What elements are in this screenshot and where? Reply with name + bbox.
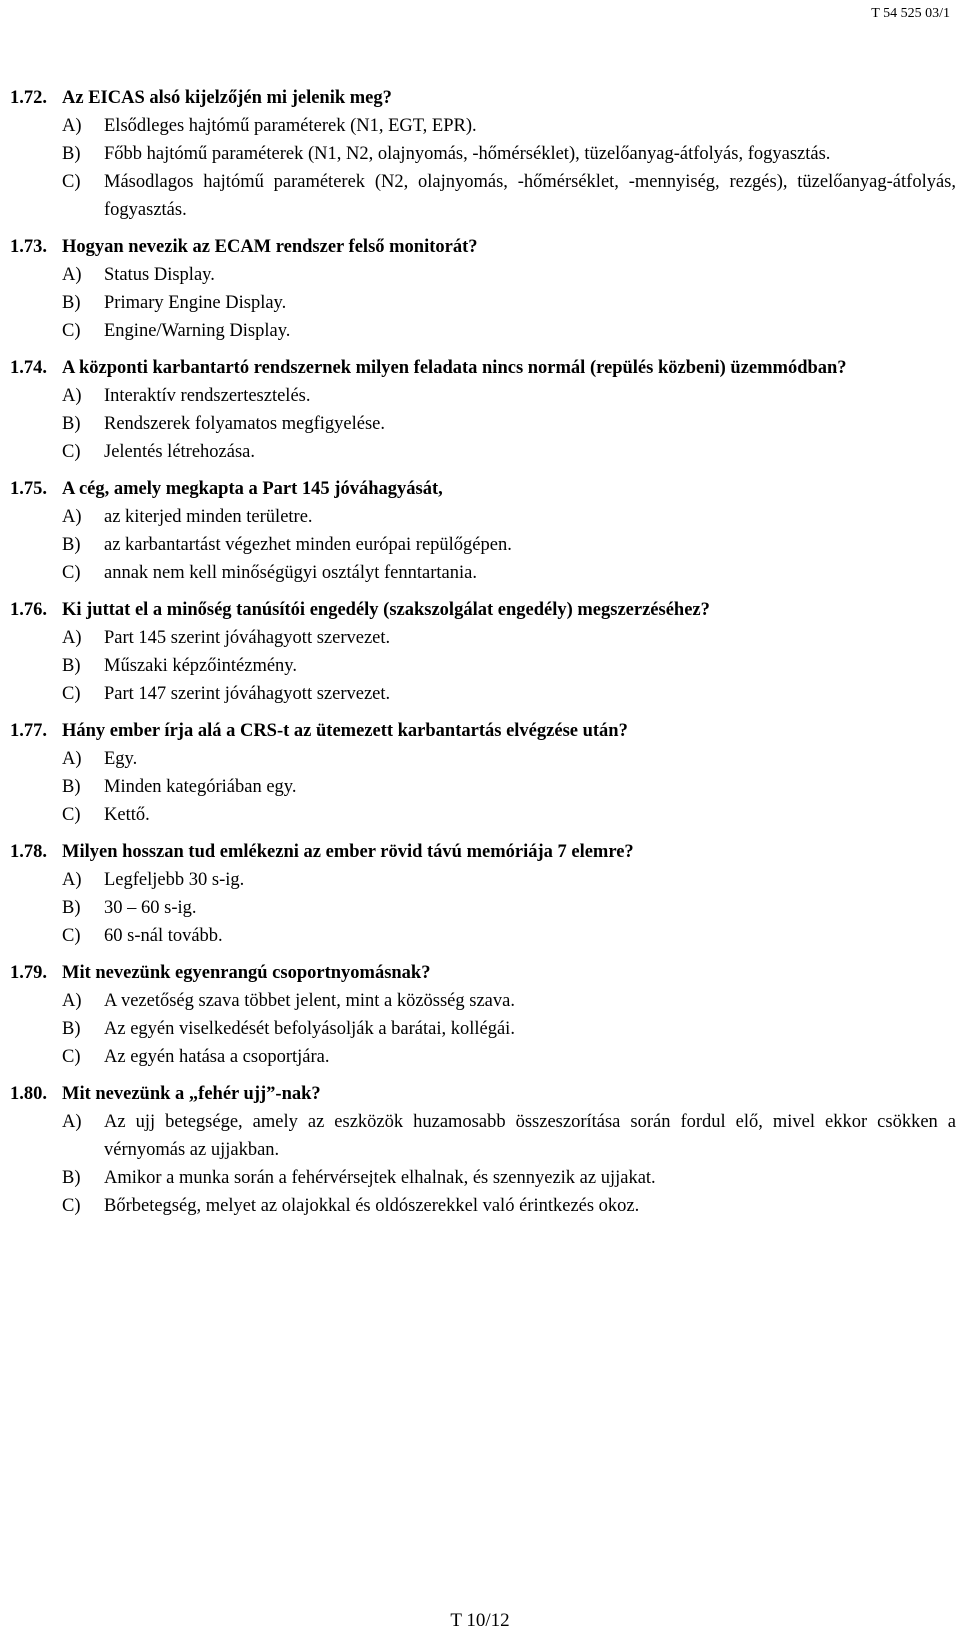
question-item [10, 959, 956, 1071]
question-heading [10, 233, 956, 261]
question-list [10, 84, 956, 1229]
answer-option [10, 438, 956, 466]
answer-option [10, 559, 956, 587]
answer-text: Főbb hajtómű paraméterek (N1, N2, olajnyomás, -hőmérséklet), tüzelőanyag-átfolyás, fogyasztás. [104, 144, 831, 164]
question-text: A cég, amely megkapta a Part 145 jóváhagyását, [62, 479, 443, 499]
answer-text: Interaktív rendszertesztelés. [104, 386, 311, 406]
answer-text: Rendszerek folyamatos megfigyelése. [104, 414, 385, 434]
answer-letter: C) [62, 563, 81, 583]
question-number: 1.76. [10, 600, 47, 620]
answer-option [10, 652, 956, 680]
answer-option [10, 987, 956, 1015]
answer-letter: A) [62, 991, 82, 1011]
answer-option [10, 317, 956, 345]
question-number: 1.77. [10, 721, 47, 741]
answer-text: Amikor a munka során a fehérvérsejtek elhalnak, és szennyezik az ujjakat. [104, 1168, 656, 1188]
answer-option [10, 745, 956, 773]
answer-text: Az egyén viselkedését befolyásolják a barátai, kollégái. [104, 1019, 515, 1039]
question-text: Az EICAS alsó kijelzőjén mi jelenik meg? [62, 88, 392, 108]
answer-text: Egy. [104, 749, 138, 769]
answer-option [10, 140, 956, 168]
answer-text: Primary Engine Display. [104, 293, 287, 313]
answer-text: Legfeljebb 30 s-ig. [104, 870, 245, 890]
question-item [10, 717, 956, 829]
question-text: A központi karbantartó rendszernek milyen feladata nincs normál (repülés közbeni) üzemmódban? [62, 358, 847, 378]
answer-option [10, 168, 956, 224]
answer-letter: C) [62, 1047, 81, 1067]
question-heading [10, 354, 956, 382]
answer-text: A vezetőség szava többet jelent, mint a közösség szava. [104, 991, 515, 1011]
answer-text: Bőrbetegség, melyet az olajokkal és oldószerekkel való érintkezés okoz. [104, 1196, 640, 1216]
document-code: T 54 525 03/1 [871, 6, 950, 21]
answer-option [10, 1192, 956, 1220]
answer-text: Az egyén hatása a csoportjára. [104, 1047, 330, 1067]
answer-letter: C) [62, 1196, 81, 1216]
question-heading [10, 1080, 956, 1108]
answer-option [10, 112, 956, 140]
question-item [10, 596, 956, 708]
answer-option [10, 894, 956, 922]
answer-letter: A) [62, 116, 82, 136]
question-text: Hogyan nevezik az ECAM rendszer felső monitorát? [62, 237, 478, 257]
answer-letter: A) [62, 265, 82, 285]
question-number: 1.74. [10, 358, 47, 378]
answer-text: az kiterjed minden területre. [104, 507, 313, 527]
page-number: T 10/12 [450, 1610, 510, 1631]
question-number: 1.79. [10, 963, 47, 983]
question-number: 1.73. [10, 237, 47, 257]
answer-option [10, 503, 956, 531]
answer-letter: B) [62, 1168, 81, 1188]
answer-text: Műszaki képzőintézmény. [104, 656, 297, 676]
answer-letter: C) [62, 442, 81, 462]
answer-text: Status Display. [104, 265, 215, 285]
question-text: Hány ember írja alá a CRS-t az ütemezett karbantartás elvégzése után? [62, 721, 628, 741]
answer-option [10, 773, 956, 801]
question-number: 1.75. [10, 479, 47, 499]
question-text: Milyen hosszan tud emlékezni az ember rövid távú memóriája 7 elemre? [62, 842, 634, 862]
question-item [10, 1080, 956, 1220]
answer-text: Minden kategóriában egy. [104, 777, 297, 797]
answer-option [10, 261, 956, 289]
answer-text: 60 s-nál tovább. [104, 926, 223, 946]
answer-letter: A) [62, 1112, 82, 1132]
answer-option [10, 1164, 956, 1192]
answer-letter: A) [62, 386, 82, 406]
question-item [10, 233, 956, 345]
answer-letter: B) [62, 898, 81, 918]
answer-text: Part 145 szerint jóváhagyott szervezet. [104, 628, 391, 648]
answer-option [10, 866, 956, 894]
answer-letter: B) [62, 144, 81, 164]
question-heading [10, 717, 956, 745]
question-item [10, 475, 956, 587]
question-item [10, 838, 956, 950]
answer-option [10, 410, 956, 438]
question-number: 1.80. [10, 1084, 47, 1104]
answer-text: Part 147 szerint jóváhagyott szervezet. [104, 684, 391, 704]
answer-text: 30 – 60 s-ig. [104, 898, 197, 918]
answer-letter: C) [62, 926, 81, 946]
question-text: Mit nevezünk egyenrangú csoportnyomásnak? [62, 963, 431, 983]
answer-text: Az ujj betegsége, amely az eszközök huzamosabb összeszorítása során fordul elő, mivel ekkor csökken a vérnyomás az ujjakban. [104, 1112, 956, 1160]
answer-letter: B) [62, 414, 81, 434]
answer-option [10, 289, 956, 317]
answer-letter: A) [62, 507, 82, 527]
question-text: Ki juttat el a minőség tanúsítói engedély (szakszolgálat engedély) megszerzéséhez? [62, 600, 710, 620]
answer-text: Kettő. [104, 805, 150, 825]
answer-option [10, 624, 956, 652]
answer-letter: B) [62, 656, 81, 676]
answer-letter: C) [62, 684, 81, 704]
question-number: 1.78. [10, 842, 47, 862]
answer-text: Elsődleges hajtómű paraméterek (N1, EGT, EPR). [104, 116, 477, 136]
answer-text: Engine/Warning Display. [104, 321, 291, 341]
answer-option [10, 531, 956, 559]
answer-option [10, 1108, 956, 1164]
answer-option [10, 1043, 956, 1071]
answer-option [10, 922, 956, 950]
answer-letter: C) [62, 805, 81, 825]
question-heading [10, 84, 956, 112]
question-heading [10, 475, 956, 503]
answer-letter: B) [62, 777, 81, 797]
question-item [10, 354, 956, 466]
answer-letter: A) [62, 749, 82, 769]
answer-letter: B) [62, 535, 81, 555]
answer-letter: A) [62, 870, 82, 890]
question-text: Mit nevezünk a „fehér ujj”-nak? [62, 1084, 321, 1104]
question-item [10, 84, 956, 224]
answer-letter: B) [62, 1019, 81, 1039]
question-heading [10, 596, 956, 624]
question-number: 1.72. [10, 88, 47, 108]
answer-option [10, 801, 956, 829]
answer-text: Másodlagos hajtómű paraméterek (N2, olajnyomás, -hőmérséklet, -mennyiség, rezgés), tüzelőanyag-átfolyás, fogyasztás. [104, 172, 956, 220]
answer-text: az karbantartást végezhet minden európai repülőgépen. [104, 535, 512, 555]
answer-letter: B) [62, 293, 81, 313]
answer-letter: A) [62, 628, 82, 648]
answer-text: annak nem kell minőségügyi osztályt fenntartania. [104, 563, 477, 583]
answer-option [10, 680, 956, 708]
question-heading [10, 959, 956, 987]
answer-letter: C) [62, 172, 81, 192]
answer-text: Jelentés létrehozása. [104, 442, 256, 462]
question-heading [10, 838, 956, 866]
answer-option [10, 382, 956, 410]
answer-option [10, 1015, 956, 1043]
answer-letter: C) [62, 321, 81, 341]
